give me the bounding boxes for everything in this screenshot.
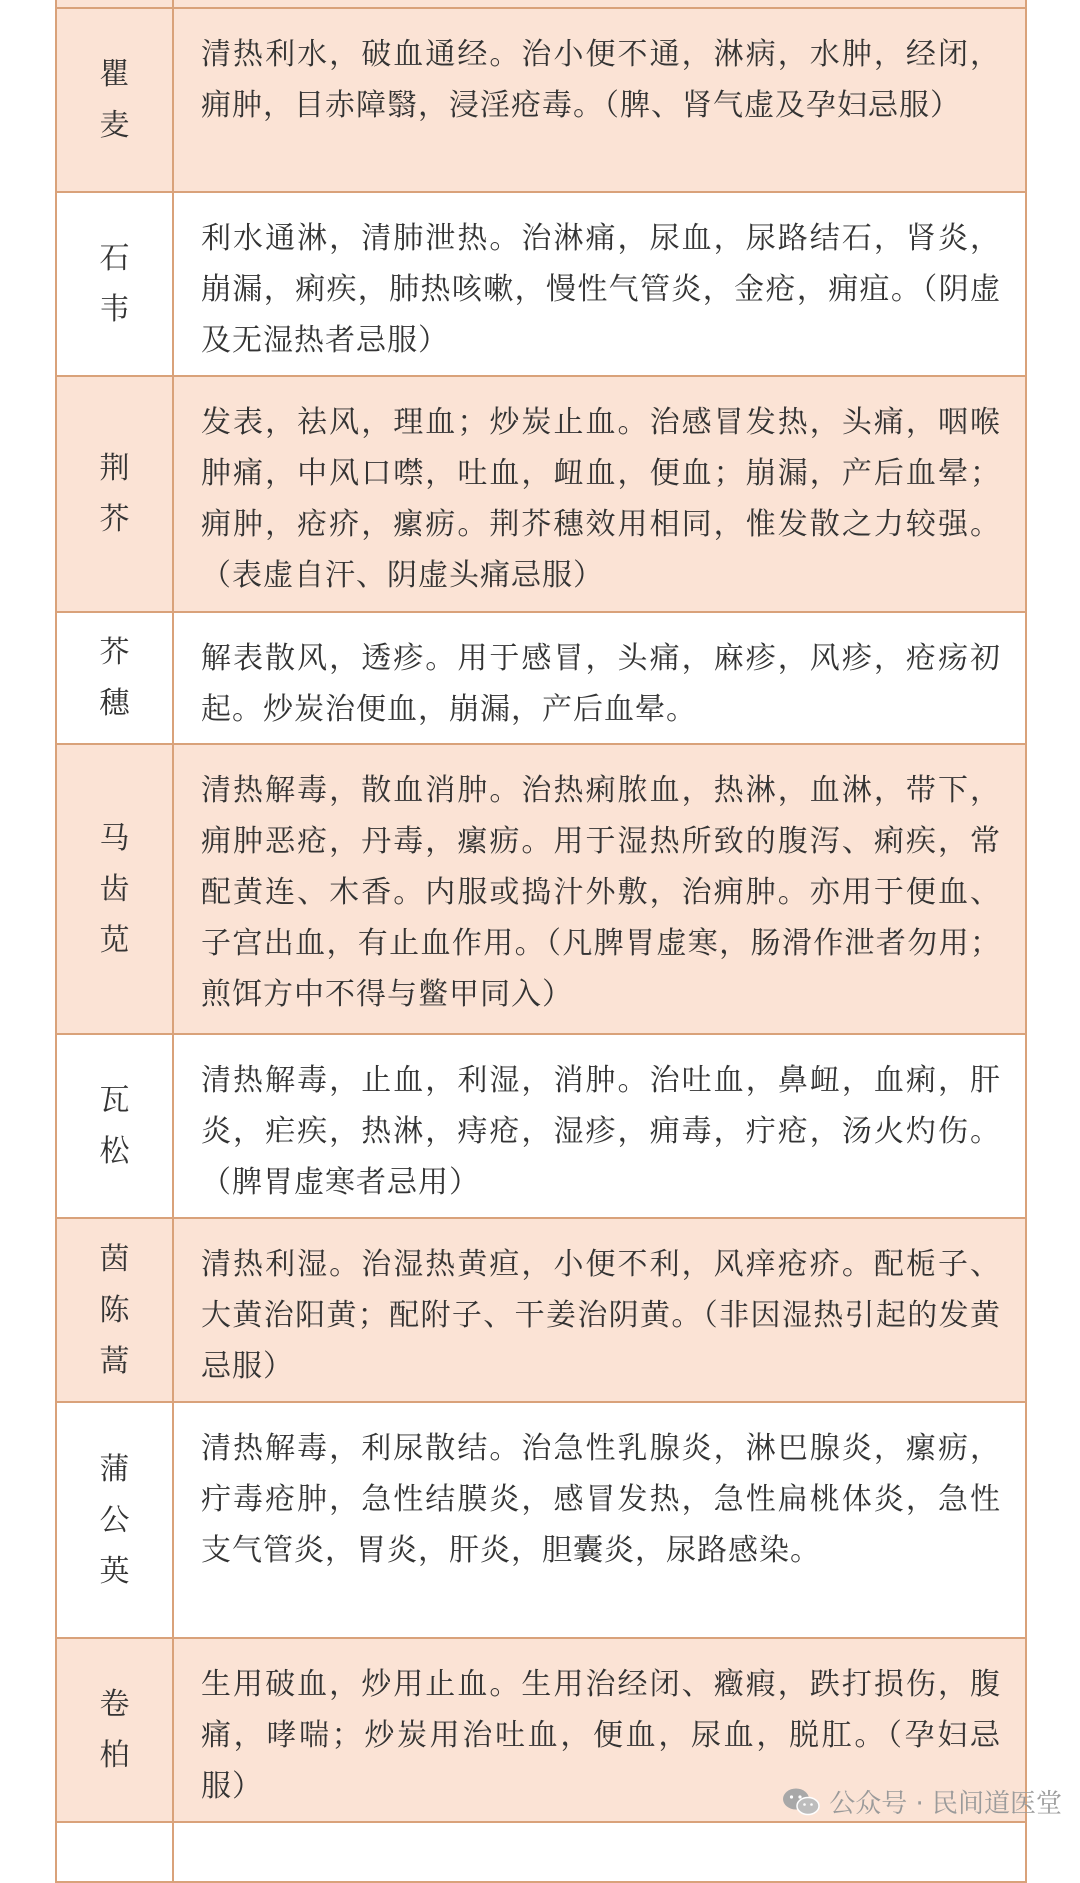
herb-name-cell xyxy=(57,193,174,375)
herb-name: 茵陈蒿 xyxy=(99,1241,130,1379)
herb-desc-cell: 清热解毒，止血，利湿，消肿。治吐血，鼻衄，血痢，肝炎，疟疾，热淋，痔疮，湿疹，痈毒，疔疮，汤火灼伤。（脾胃虚寒者忌用） xyxy=(174,1035,1027,1217)
wechat-icon xyxy=(781,1786,821,1818)
herb-name: 卷柏 xyxy=(99,1687,130,1773)
table-row xyxy=(57,0,1027,9)
table-row xyxy=(57,1823,1027,1883)
herb-desc-cell: 生用破血，炒用止血。生用治经闭、癥瘕，跌打损伤，腹痛，哮喘；炒炭用治吐血，便血，尿血，脱肛。（孕妇忌服） xyxy=(174,1639,1027,1821)
herb-desc-cell: 清热利水，破血通经。治小便不通，淋病，水肿，经闭，痈肿，目赤障翳，浸淫疮毒。（脾、肾气虚及孕妇忌服） xyxy=(174,9,1027,191)
herb-desc-cell: 利水通淋，清肺泄热。治淋痛，尿血，尿路结石，肾炎，崩漏，痢疾，肺热咳嗽，慢性气管炎，金疮，痈疽。（阴虚及无湿热者忌服） xyxy=(174,193,1027,375)
table-row xyxy=(57,9,1027,193)
table-row xyxy=(57,1403,1027,1639)
table-row xyxy=(57,1035,1027,1219)
herb-name-cell xyxy=(57,1035,174,1217)
herb-name-cell xyxy=(57,745,174,1033)
herb-name-cell xyxy=(57,1403,174,1637)
herb-desc-cell: 清热解毒，利尿散结。治急性乳腺炎，淋巴腺炎，瘰疬，疔毒疮肿，急性结膜炎，感冒发热，急性扁桃体炎，急性支气管炎，胃炎，肝炎，胆囊炎，尿路感染。 xyxy=(174,1403,1027,1637)
herb-name: 荆芥 xyxy=(99,451,130,537)
table-row xyxy=(57,745,1027,1035)
herb-name-cell xyxy=(57,1639,174,1821)
table-row xyxy=(57,193,1027,377)
herb-desc-cell: 清热利湿。治湿热黄疸，小便不利，风痒疮疥。配栀子、大黄治阳黄；配附子、干姜治阴黄。（非因湿热引起的发黄忌服） xyxy=(174,1219,1027,1401)
herb-desc-cell xyxy=(174,1823,1027,1881)
herb-name: 瓦松 xyxy=(99,1083,130,1169)
herb-desc-cell: 解表散风，透疹。用于感冒，头痛，麻疹，风疹，疮疡初起。炒炭治便血，崩漏，产后血晕。 xyxy=(174,613,1027,743)
herb-name: 瞿麦 xyxy=(99,57,130,143)
herb-name: 石韦 xyxy=(99,241,130,327)
herb-name-cell xyxy=(57,1823,174,1881)
herb-name-cell xyxy=(57,613,174,743)
herb-name: 蒲公英 xyxy=(99,1451,130,1589)
herb-desc-cell xyxy=(174,0,1027,7)
watermark-text: 公众号 · 民间道医堂 xyxy=(829,1789,1062,1819)
herb-name-cell xyxy=(57,9,174,191)
herb-desc-cell: 发表，祛风，理血；炒炭止血。治感冒发热，头痛，咽喉肿痛，中风口噤，吐血，衄血，便血；崩漏，产后血晕；痈肿，疮疥，瘰疬。荆芥穗效用相同，惟发散之力较强。（表虚自汗、阴虚头痛忌服） xyxy=(174,377,1027,611)
herb-name: 芥穗 xyxy=(99,635,130,721)
herb-desc-cell: 清热解毒，散血消肿。治热痢脓血，热淋，血淋，带下，痈肿恶疮，丹毒，瘰疬。用于湿热所致的腹泻、痢疾，常配黄连、木香。内服或捣汁外敷，治痈肿。亦用于便血、子宫出血，有止血作用。（凡脾胃虚寒，肠滑作泄者勿用；煎饵方中不得与鳖甲同入） xyxy=(174,745,1027,1033)
herb-name-cell xyxy=(57,0,174,7)
table-row xyxy=(57,1219,1027,1403)
herb-table xyxy=(55,0,1027,1883)
herb-name: 马齿苋 xyxy=(99,820,130,958)
herb-name-cell xyxy=(57,377,174,611)
table-row xyxy=(57,377,1027,613)
herb-name-cell xyxy=(57,1219,174,1401)
account-watermark xyxy=(781,1783,1062,1820)
table-row xyxy=(57,613,1027,745)
